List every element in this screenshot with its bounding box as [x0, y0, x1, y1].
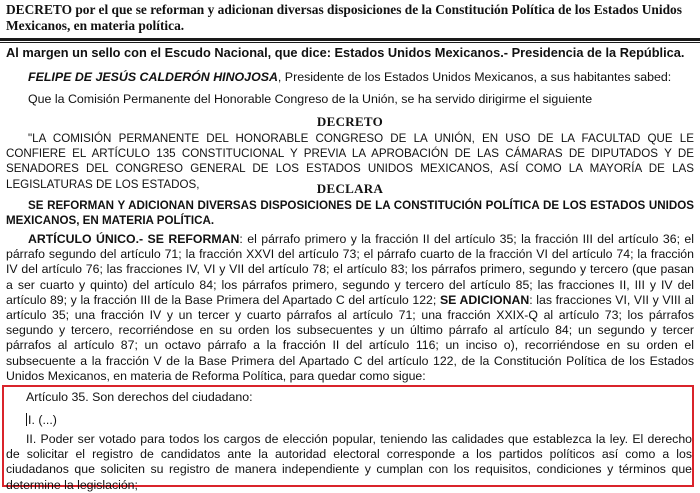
president-line — [28, 70, 671, 85]
comision-line: Que la Comisión Permanente del Honorable Congreso de la Unión, se ha servido dirigirme el siguiente — [28, 92, 593, 106]
president-name: FELIPE DE JESÚS CALDERÓN HINOJOSA — [28, 70, 278, 84]
president-line-rest: , Presidente de los Estados Unidos Mexicanos, a sus habitantes sabed: — [277, 70, 672, 84]
decreto-heading: DECRETO — [316, 114, 384, 129]
decree-title: DECRETO por el que se reforman y adicionan diversas disposiciones de la Constitución Política de los Estados Unidos Mexicanos, en materia política. — [6, 2, 682, 33]
articulo-unico-paragraph — [6, 232, 694, 384]
articulo-unico-part2: : las fracciones VI, VII y VIII al artículo 35; una fracción IV y un tercer y cuarto párrafos al artículo 71; una fracción XXIX-Q al artículo 73; los párrafos segundo y tercero, recorriéndose en su orden los subsecuentes y un último párrafo al artículo 84; un segundo y tercer párrafos al artículo 87; un octavo párrafo a la fracción II del artículo 116; un inciso o), recorriéndose en su orden el subsecuente a la fracción V de la Base Primera del Apartado C del artículo 122, de la Constitución Política de los Estados Unidos Mexicanos, en materia de Reforma Política, para quedar como sigue: — [6, 292, 695, 383]
seal-line: Al margen un sello con el Escudo Nacional, que dice: Estados Unidos Mexicanos.- Presidencia de la República. — [6, 45, 685, 60]
text-cursor — [26, 413, 27, 426]
fraccion-2-paragraph: II. Poder ser votado para todos los cargos de elección popular, teniendo las calidades que establezca la ley. El derecho de solicitar el registro de candidatos ante la autoridad electoral corresponde a los partidos políticos así como a los ciudadanos que soliciten su registro de manera independiente y cumplan con los requisitos, condiciones y términos que determine la legislación; — [6, 432, 692, 492]
decreto-paragraph: "LA COMISIÓN PERMANENTE DEL HONORABLE CONGRESO DE LA UNIÓN, EN USO DE LA FACULTAD QUE LE CONFIERE EL ARTÍCULO 135 CONSTITUCIONAL Y PREVIA LA APROBACIÓN DE LAS CÁMARAS DE DIPUTADOS Y DE SENADORES DEL CONGRESO GENERAL DE LOS ESTADOS UNIDOS MEXICANOS, ASÍ COMO LA MAYORÍA DE LAS LEGISLATURAS DE LOS ESTADOS, — [6, 132, 694, 191]
articulo-unico-part1: : el párrafo primero y la fracción II del artículo 35; la fracción III del artículo 36; el párrafo segundo del artículo 71; la fracción XXVI del artículo 73; el párrafo cuarto de la fracción VI del artículo 74; la fracción IV del artículo 76; las fracciones IV, VI y VII del artículo 78; el artículo 83; los párrafos primero, segundo y tercero (que pasan a ser cuarto y quinto) del artículo 84; los párrafos primero, segundo y tercero del artículo 85; las fracciones II, III y IV del artículo 89; y la fracción III de la Base Primera del Apartado C del artículo 122; — [6, 232, 694, 307]
title-divider-thin — [0, 42, 700, 43]
declara-heading: DECLARA — [316, 181, 384, 196]
articulo-unico-label: ARTÍCULO ÚNICO.- SE REFORMAN — [28, 232, 240, 246]
fraccion-1-line — [26, 413, 57, 428]
declara-paragraph: SE REFORMAN Y ADICIONAN DIVERSAS DISPOSICIONES DE LA CONSTITUCIÓN POLÍTICA DE LOS ESTADOS UNIDOS MEXICANOS, EN MATERIA POLÍTICA. — [6, 199, 694, 228]
articulo-35-heading: Artículo 35. Son derechos del ciudadano: — [26, 390, 253, 404]
title-divider-thick — [0, 38, 700, 41]
fraccion-1-text: I. (...) — [28, 413, 57, 427]
se-adicionan-label: SE ADICIONAN — [439, 292, 530, 307]
